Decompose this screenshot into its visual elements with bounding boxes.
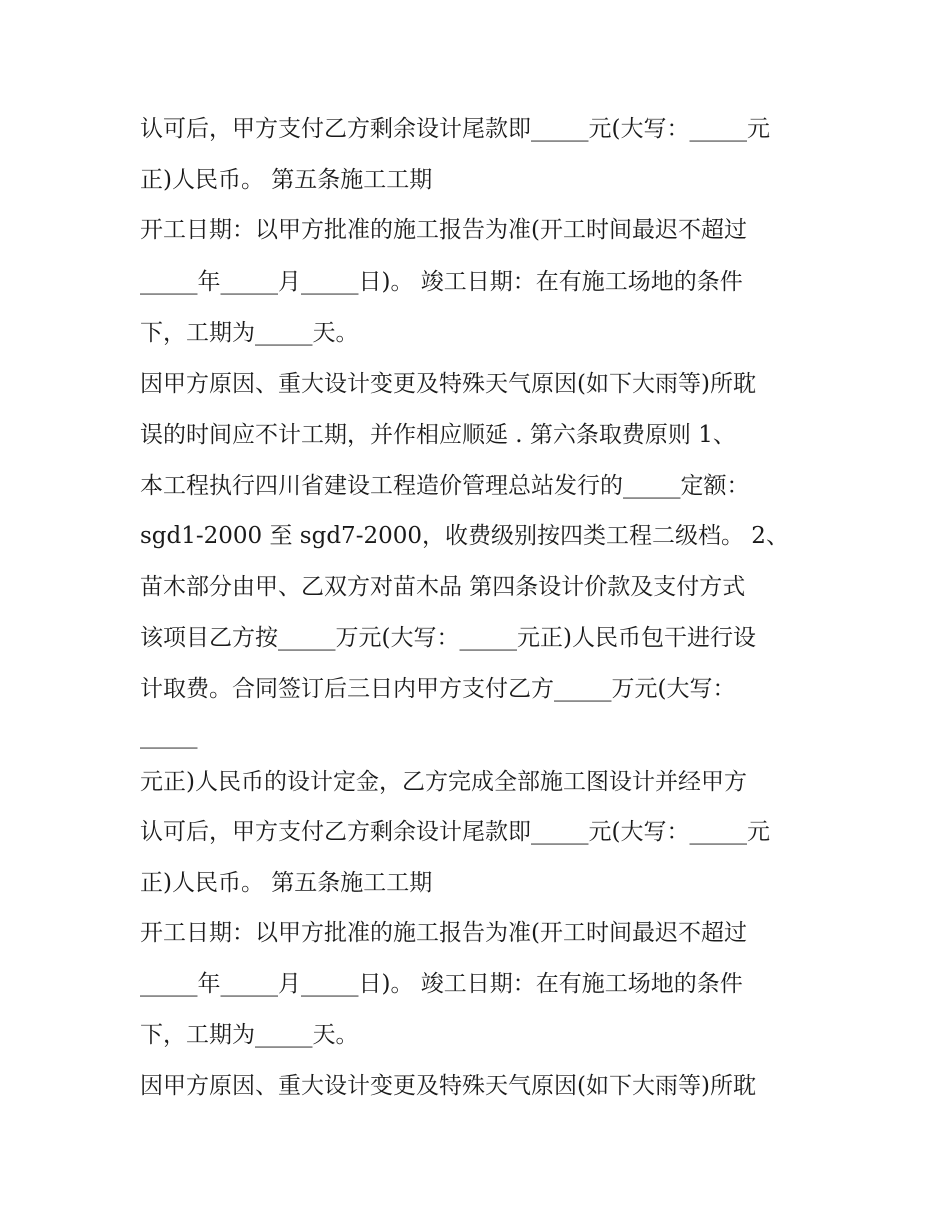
text-line: 苗木部分由甲、乙双方对苗木品 第四条设计价款及支付方式 <box>140 574 746 600</box>
text-line: 因甲方原因、重大设计变更及特殊天气原因(如下大雨等)所耽 <box>140 371 756 397</box>
text-line: 开工日期：以甲方批准的施工报告为准(开工时间最迟不超过 <box>140 217 747 243</box>
text-line: 误的时间应不计工期，并作相应顺延 . 第六条取费原则 1、 <box>140 422 736 448</box>
text-line: 认可后，甲方支付乙方剩余设计尾款即_____元(大写：_____元 <box>140 116 770 142</box>
text-line: 本工程执行四川省建设工程造价管理总站发行的_____定额： <box>140 473 750 499</box>
text-line: 下，工期为_____天。 <box>140 320 359 346</box>
text-line: _____ <box>140 723 198 749</box>
text-line: sgd1-2000 至 sgd7-2000，收费级别按四类工程二级档。 2、 <box>140 523 789 549</box>
text-line: _____年_____月_____日)。 竣工日期：在有施工场地的条件 <box>140 269 743 295</box>
text-line: 下，工期为_____天。 <box>140 1022 359 1048</box>
text-line: 元正)人民币的设计定金，乙方完成全部施工图设计并经甲方 <box>140 769 747 795</box>
text-line: 认可后，甲方支付乙方剩余设计尾款即_____元(大写：_____元 <box>140 819 770 845</box>
text-line: 正)人民币。 第五条施工工期 <box>140 870 433 896</box>
text-line: 正)人民币。 第五条施工工期 <box>140 167 433 193</box>
text-line: 计取费。合同签订后三日内甲方支付乙方_____万元(大写： <box>140 676 736 702</box>
text-line: 开工日期：以甲方批准的施工报告为准(开工时间最迟不超过 <box>140 920 747 946</box>
text-line: _____年_____月_____日)。 竣工日期：在有施工场地的条件 <box>140 971 743 997</box>
text-line: 该项目乙方按_____万元(大写：_____元正)人民币包干进行设 <box>140 625 756 651</box>
text-line: 因甲方原因、重大设计变更及特殊天气原因(如下大雨等)所耽 <box>140 1073 756 1099</box>
